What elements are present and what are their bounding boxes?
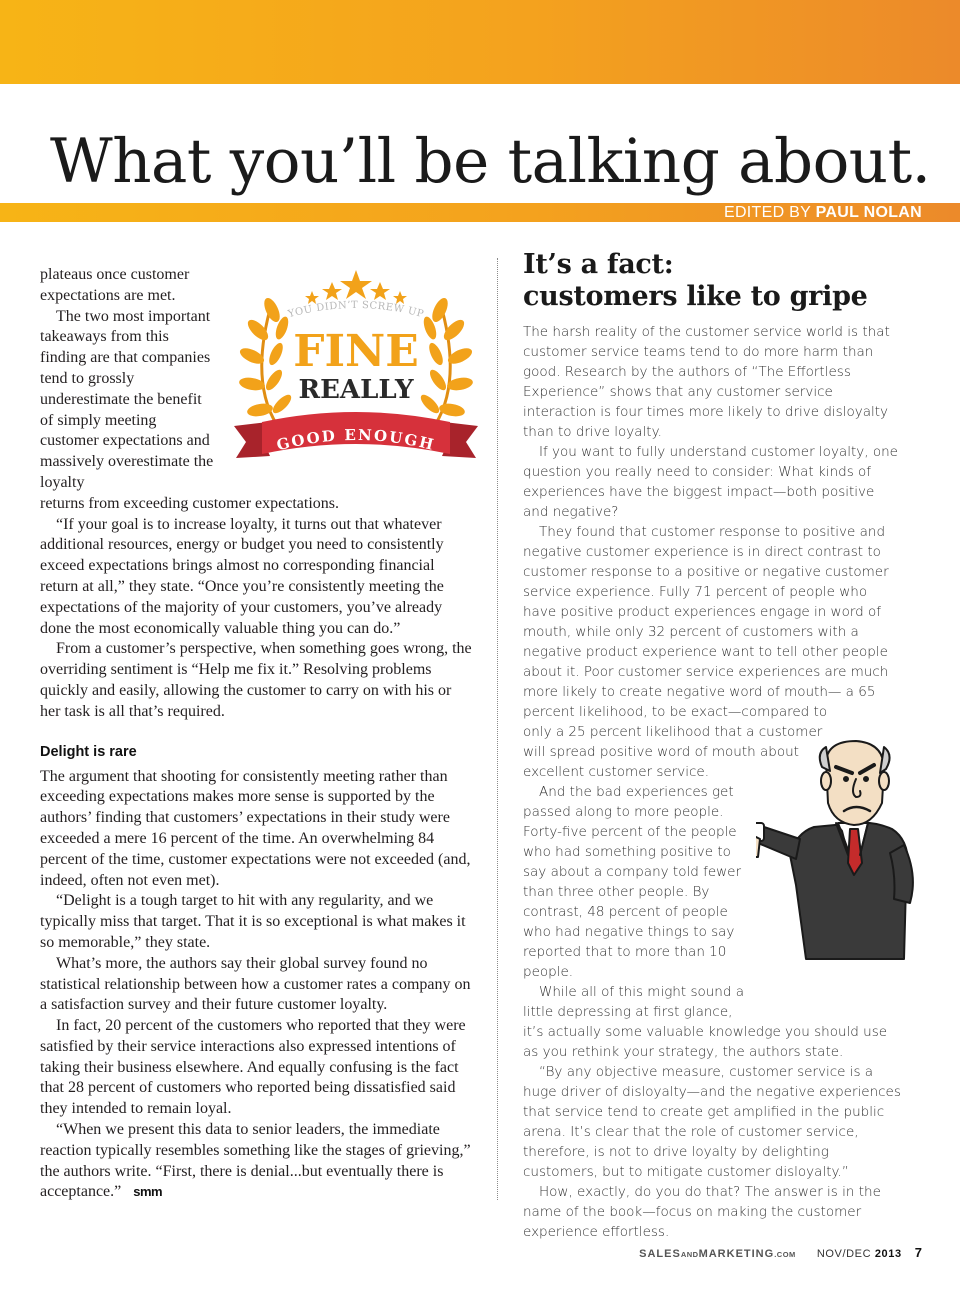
issue-prefix: NOV/DEC	[816, 1248, 872, 1260]
left-paragraph: The two most important takeaways from this finding are that companies tend to grossly underestimate the benefit of simply meeting customer expectations and massively overestimate the loyalty	[40, 307, 214, 491]
right-paragraph: They found that customer response to positive and negative customer experience is in direct contrast to customer response to a positive or negative customer service experience. Fully 71 percent of people who have positive product experiences engage in word of mouth, while only 32 percent of customers with a negative product experience want to tell other people about it. Poor customer service experiences are much more likely to create negative word of mouth— a 65 percent likelihood, to be exact—compared to	[523, 524, 889, 720]
page-title: What you’ll be talking about.	[50, 126, 931, 197]
page-number: 7	[914, 1245, 922, 1260]
column-divider	[497, 258, 498, 1200]
website-credit	[639, 1248, 796, 1260]
sidebar-headline-line1: It’s a fact:	[523, 249, 674, 280]
site-part-1: SALES	[639, 1248, 681, 1260]
editor-bar	[0, 203, 960, 222]
site-part-2: AND	[680, 1250, 699, 1259]
right-paragraph: The harsh reality of the customer service world is that customer service teams tend to do more harm than good. Research by the authors of “The Effortless Experience” shows that any customer service interaction is four times more likely to drive disloyalty than to drive loyalty.	[523, 324, 890, 440]
left-paragraph: In fact, 20 percent of the customers who reported that they were satisfied by their service interactions also expressed intentions of taking their business elsewhere. And equally confusing is the fact that 28 percent of customers who reported being dissatisfied said they intended to remain loyal.	[40, 1017, 466, 1118]
left-final-paragraph	[40, 1120, 472, 1203]
site-part-3: MARKETING	[698, 1248, 775, 1260]
right-paragraph: While all of this might sound a little depressing at first glance,	[523, 984, 744, 1020]
sidebar-headline-line2: customers like to gripe	[523, 281, 868, 312]
thumbs-down-businessman-illustration	[756, 735, 920, 967]
editor-credit	[724, 203, 922, 222]
badge-really-word: REALLY	[298, 375, 414, 405]
badge-arc-text: YOU DIDN’T SCREW UP	[286, 299, 426, 321]
right-paragraph: it’s actually some valuable knowledge you should use as you rethink your strategy, the authors state.	[523, 1024, 888, 1060]
right-paragraph: How, exactly, do you do that? The answer is in the name of the book—focus on making the customer experience effortless.	[523, 1184, 881, 1240]
issue-date	[817, 1248, 902, 1260]
left-paragraph: The argument that shooting for consistently meeting rather than exceeding expectations makes more sense is supported by the authors’ finding that customers’ expectations in their study were exceeded a mere 16 percent of the time. An overwhelming 84 percent of the time, customer expectations were not exceeded (and, indeed, often not even met).	[40, 767, 471, 889]
edited-by-label: EDITED BY	[723, 204, 811, 221]
site-part-4: .COM	[774, 1250, 796, 1259]
left-paragraph: “If your goal is to increase loyalty, it turns out that whatever additional resources, energy or budget you need to consistently exceed expectations brings almost no corresponding financial return at all,” they state. “Once you’re consistently meeting the expectations of the majority of your customers, you’ve already done the most economically valuable thing you can do.”	[40, 515, 444, 637]
left-paragraph: What’s more, the authors say their global survey found no statistical relationship between how a customer rates a company on a satisfaction survey and their future customer loyalty.	[40, 954, 471, 1014]
left-paragraph: From a customer’s perspective, when something goes wrong, the overriding sentiment is “Help me fix it.” Resolving problems quickly and easily, allowing the customer to carry on with his or her task is all that’s required.	[40, 640, 472, 720]
editor-name: PAUL NOLAN	[815, 204, 922, 221]
left-paragraph: returns from exceeding customer expectations.	[40, 494, 339, 512]
end-mark-logo: smm	[133, 1184, 163, 1200]
right-paragraph: only a 25 percent likelihood that a customer will spread positive word of mouth about excellent customer service.	[523, 724, 823, 780]
section-heading: Delight is rare	[40, 743, 137, 760]
right-paragraph: And the bad experiences get passed along to more people. Forty-five percent of the people who had something positive to say about a company told fewer than three other people. By contrast, 48 percent of people who had negative things to say reported that to more than 10 people.	[523, 784, 742, 980]
issue-year: 2013	[874, 1248, 902, 1260]
right-paragraph: If you want to fully understand customer loyalty, one question you really need to consider: What kinds of experiences have the biggest impact—both positive and negative?	[523, 444, 898, 520]
left-paragraph: “Delight is a tough target to hit with any regularity, and we typically miss that target. That it is so exceptional is what makes it so memorable,” they state.	[40, 892, 466, 951]
right-paragraph: “By any objective measure, customer service is a huge driver of disloyalty—and the negative experiences that service tend to create get amplified in the public arena. It’s clear that the role of customer service, therefore, is not to drive loyalty by delighting customers, but to mitigate customer disloyalty.”	[523, 1064, 901, 1180]
sidebar-headline	[523, 249, 903, 313]
badge-ribbon-text: GOOD ENOUGH	[274, 425, 438, 455]
top-color-band	[0, 0, 960, 84]
badge-fine-word: FINE	[293, 326, 419, 377]
left-article-column	[40, 265, 472, 1203]
final-paragraph-text: “When we present this data to senior leaders, the immediate reaction typically resembles something like the stages of grieving,” the authors write. “First, there is denial...but eventually there is acceptance.”	[40, 1121, 471, 1201]
left-paragraph: plateaus once customer expectations are met.	[40, 266, 190, 304]
page-footer	[639, 1245, 922, 1261]
